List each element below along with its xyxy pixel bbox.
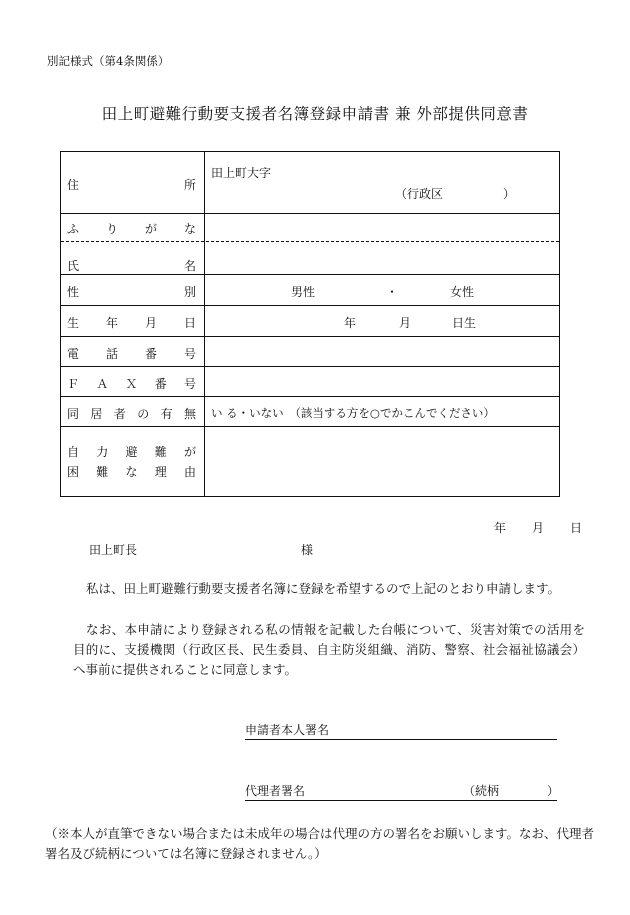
row-furigana [61,213,559,242]
label-cohabitant: 同居者の有無 [67,407,196,421]
application-form-table [60,151,560,497]
row-birthdate [61,305,559,337]
page-title: 田上町避難行動要支援者名簿登録申請書 兼 外部提供同意書 [101,105,529,123]
furigana-field[interactable] [205,214,559,242]
date-day: 日 [569,521,582,535]
row-name [61,241,559,275]
birthdate-field[interactable] [205,306,559,337]
sex-field[interactable] [205,275,559,306]
date-year: 年 [493,521,506,535]
label-furigana: ふりがな [67,222,196,236]
row-fax [61,366,559,397]
row-phone [61,336,559,367]
form-label: 別記様式（第4条関係） [47,54,170,68]
consent-statement: なお、本申請により登録される私の情報を記載した台帳について、災害対策での活用を目的に、支援機関（行政区長、民生委員、自主防災組織、消防、警察、社会福祉協議会）へ事前に提供されることに同意します。 [73,622,585,677]
label-name: 氏名 [67,259,196,273]
birth-year-unit: 年 [344,316,357,330]
sex-separator: ・ [386,285,399,299]
reason-field[interactable] [205,427,559,497]
row-address [61,152,559,213]
cohabitant-field[interactable] [205,397,559,427]
label-sex: 性別 [67,285,196,299]
label-reason-line1: 自力避難が [67,445,196,459]
birth-day-unit: 日生 [452,316,477,330]
note: （※本人が直筆できない場合または未成年の場合は代理の方の署名をお願いします。なお、代理者署名及び続柄については名簿に登録されません。） [45,826,595,861]
applicant-signature-field[interactable] [245,721,557,740]
label-birthdate: 生年月日 [67,316,196,330]
proxy-signature-label: 代理者署名 [245,784,306,798]
date-month: 月 [531,521,544,535]
address-field[interactable] [205,152,559,213]
name-field[interactable] [205,242,559,275]
district-field: （行政区 ） [395,187,516,201]
row-cohabitant [61,396,559,427]
recipient: 田上町長 [89,543,138,557]
label-address: 住所 [67,178,196,192]
application-statement: 私は、田上町避難行動要支援者名簿に登録を希望するので上記のとおり申請します。 [86,581,561,596]
label-fax: ＦＡＸ番号 [67,377,196,391]
proxy-signature-field[interactable] [245,782,560,801]
cohabitant-options[interactable]: い る・いない （該当する方を○でかこんでください） [211,406,495,420]
phone-field[interactable] [205,337,559,367]
fax-field[interactable] [205,367,559,397]
address-prefix: 田上町大字 [211,166,272,180]
applicant-signature-label: 申請者本人署名 [245,723,330,737]
row-sex [61,274,559,306]
birth-month-unit: 月 [399,316,412,330]
label-phone: 電話番号 [67,347,196,361]
label-reason-line2: 困難な理由 [67,465,196,479]
sex-female[interactable]: 女性 [450,285,475,299]
relation-field[interactable]: （続柄 ） [463,784,560,798]
sex-male[interactable]: 男性 [291,285,316,299]
row-evacuation-difficulty [61,426,559,497]
recipient-honorific: 様 [301,543,314,557]
date-line [468,519,582,536]
